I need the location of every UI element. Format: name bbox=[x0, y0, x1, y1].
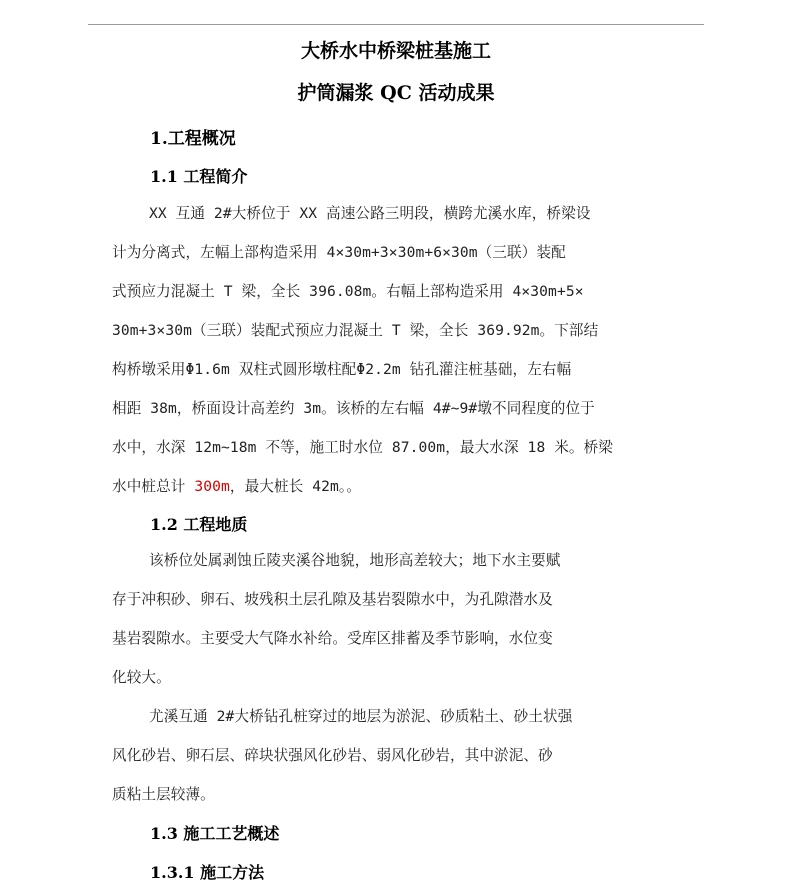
text-line: 尤溪互通 2#大桥钻孔桩穿过的地层为淤泥、砂质粘土、砂土状强 bbox=[149, 708, 573, 725]
text-line: 水中，水深 12m~18m 不等，施工时水位 87.00m，最大水深 18 米。桥梁 bbox=[112, 439, 613, 456]
text-line: 相距 38m，桥面设计高差约 3m。该桥的左右幅 4#~9#墩不同程度的位于 bbox=[112, 400, 595, 417]
page-header-cut bbox=[88, 0, 704, 14]
text-line: 30m+3×30m（三联）装配式预应力混凝土 T 梁，全长 369.92m。下部结 bbox=[112, 322, 599, 339]
paragraph-geology-2 bbox=[112, 697, 678, 814]
doc-title-line1: 大桥水中桥梁桩基施工 bbox=[300, 40, 491, 62]
text-line: 式预应力混凝土 T 梁，全长 396.08m。右幅上部构造采用 4×30m+5× bbox=[112, 283, 584, 300]
text-line: 构桥墩采用Φ1.6m 双柱式圆形墩柱配Φ2.2m 钻孔灌注桩基础，左右幅 bbox=[112, 361, 572, 378]
heading-project-intro: 1.1 工程简介 bbox=[150, 167, 248, 186]
text-line bbox=[112, 467, 678, 506]
doc-title-line2: 护筒漏浆 QC 活动成果 bbox=[297, 82, 495, 104]
text-run: ，最大桩长 42m。。 bbox=[229, 478, 362, 495]
paragraph-geology-1 bbox=[112, 541, 678, 697]
highlighted-value: 300m bbox=[194, 478, 230, 495]
text-line: 存于冲积砂、卵石、坡残积土层孔隙及基岩裂隙水中，为孔隙潜水及 bbox=[112, 591, 553, 608]
heading-construction-process: 1.3 施工工艺概述 bbox=[150, 824, 280, 843]
heading-project-overview: 1.工程概况 bbox=[150, 129, 236, 149]
header-divider bbox=[88, 24, 704, 25]
text-line: 该桥位处属剥蚀丘陵夹溪谷地貌，地形高差较大；地下水主要赋 bbox=[149, 552, 561, 569]
heading-construction-method: 1.3.1 施工方法 bbox=[150, 863, 265, 882]
text-line: XX 互通 2#大桥位于 XX 高速公路三明段，横跨尤溪水库，桥梁设 bbox=[149, 205, 591, 222]
text-line: 风化砂岩、卵石层、碎块状强风化砂岩、弱风化砂岩，其中淤泥、砂 bbox=[112, 747, 553, 764]
text-line: 计为分离式，左幅上部构造采用 4×30m+3×30m+6×30m（三联）装配 bbox=[112, 244, 566, 261]
text-line: 质粘土层较薄。 bbox=[112, 786, 215, 803]
heading-geology: 1.2 工程地质 bbox=[150, 515, 248, 534]
text-line: 基岩裂隙水。主要受大气降水补给。受库区排蓄及季节影响，水位变 bbox=[112, 630, 553, 647]
text-run: 水中桩总计 bbox=[112, 478, 195, 495]
paragraph-project-intro bbox=[112, 194, 678, 506]
text-line: 化较大。 bbox=[112, 669, 171, 686]
